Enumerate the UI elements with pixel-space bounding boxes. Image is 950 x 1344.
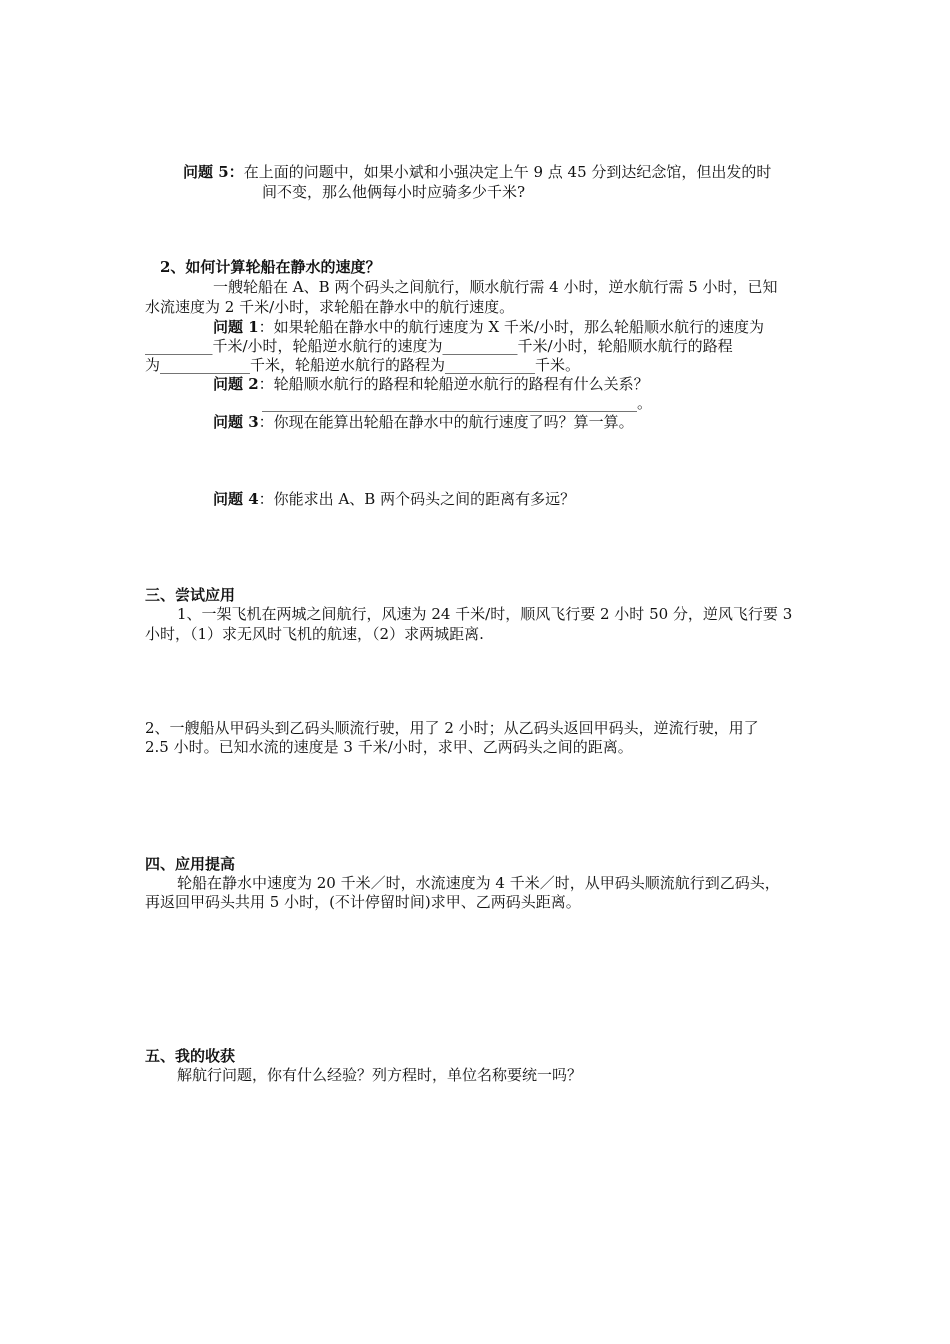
s5-line1: 解航行问题，你有什么经验？列方程时，单位名称要统一吗？ xyxy=(177,1066,583,1084)
section2-intro-line2: 水流速度为 2 千米/小时，求轮船在静水中的航行速度。 xyxy=(145,298,515,316)
q5-line2: 间不变，那么他俩每小时应骑多少千米? xyxy=(262,183,526,201)
s2-q2-label: 问题 2 xyxy=(213,375,259,393)
section3-heading: 三、尝试应用 xyxy=(145,586,236,604)
section4-heading: 四、应用提高 xyxy=(145,855,236,873)
s2-q1-line3: 为____________千米，轮船逆水航行的路程为____________千米。 xyxy=(145,356,581,374)
s3-p1-line2: 小时，（1）求无风时飞机的航速，（2）求两城距离. xyxy=(145,625,484,643)
section2-intro-line1: 一艘轮船在 A、B 两个码头之间航行，顺水航行需 4 小时，逆水航行需 5 小时，已知 xyxy=(213,278,778,296)
s2-q1-text: ：如果轮船在静水中的航行速度为 X 千米/小时，那么轮船顺水航行的速度为 xyxy=(258,318,764,336)
s4-line2: 再返回甲码头共用 5 小时，(不计停留时间)求甲、乙两码头距离。 xyxy=(145,893,581,911)
section5-heading: 五、我的收获 xyxy=(145,1047,236,1065)
s2-q2-line xyxy=(213,375,649,394)
s3-p2-line2: 2.5 小时。已知水流的速度是 3 千米/小时，求甲、乙两码头之间的距离。 xyxy=(145,738,633,756)
s2-q4-text: ：你能求出 A、B 两个码头之间的距离有多远？ xyxy=(258,490,576,508)
s2-q2-blank: __________________________________________________。 xyxy=(262,394,653,412)
s2-q3-label: 问题 3 xyxy=(213,413,259,431)
s3-p1-line1: 1、一架飞机在两城之间航行，风速为 24 千米/时，顺风飞行要 2 小时 50 分，逆风飞行要 3 xyxy=(177,605,793,623)
s4-line1: 轮船在静水中速度为 20 千米／时，水流速度为 4 千米／时，从甲码头顺流航行到乙码头， xyxy=(177,874,780,892)
s2-q1-label: 问题 1 xyxy=(213,318,259,336)
s2-q4-label: 问题 4 xyxy=(213,490,259,508)
q5-label: 问题 5 xyxy=(183,163,229,181)
q5-colon: ： xyxy=(228,163,244,181)
s2-q3-text: ：你现在能算出轮船在静水中的航行速度了吗？算一算。 xyxy=(258,413,634,431)
s2-q1-line2: _________千米/小时，轮船逆水航行的速度为__________千米/小时，轮船顺水航行的路程 xyxy=(145,337,733,355)
section2-heading: 2、如何计算轮船在静水的速度？ xyxy=(160,258,381,276)
s2-q4-line xyxy=(213,490,575,509)
q5-text: 在上面的问题中，如果小斌和小强决定上午 9 点 45 分到达纪念馆，但出发的时 xyxy=(243,163,772,181)
s2-q3-line xyxy=(213,413,634,432)
s3-p2-line1: 2、一艘船从甲码头到乙码头顺流行驶，用了 2 小时；从乙码头返回甲码头，逆流行驶，用了 xyxy=(145,719,759,737)
s2-q2-text: ：轮船顺水航行的路程和轮船逆水航行的路程有什么关系？ xyxy=(258,375,649,393)
q5-line1 xyxy=(183,163,771,182)
s2-q1-line1 xyxy=(213,318,764,337)
